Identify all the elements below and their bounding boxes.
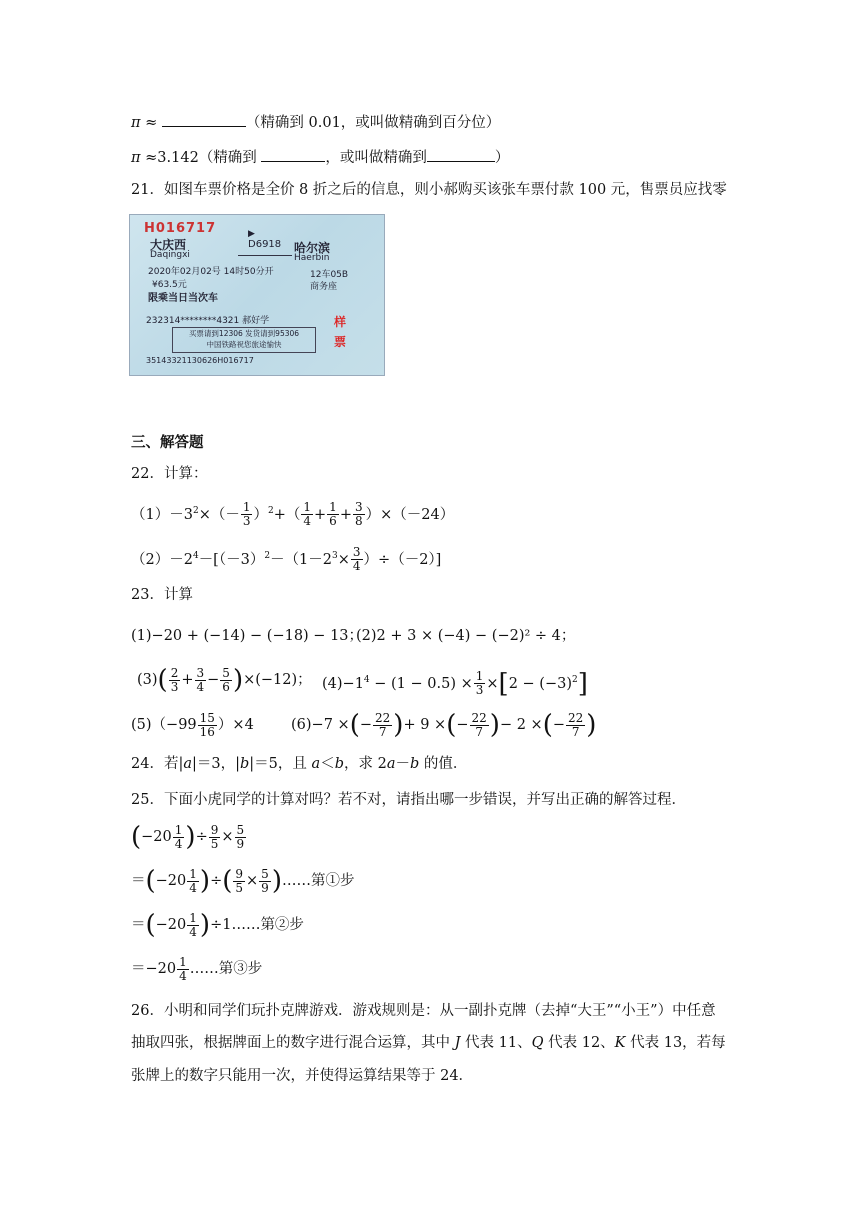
q24-a: 24．若| [131,756,184,772]
ticket-to-cn: 哈尔滨 [294,241,331,255]
q26-l2-a: 抽取四张，根据牌面上的数字进行混合运算，其中 [131,1035,455,1051]
ticket-seat: 12车05B [310,270,349,280]
ticket-class: 商务座 [310,282,338,292]
plus-sign: + [314,506,327,523]
paren-close: ) [489,710,500,740]
fraction: $\frac{22}{7}$ [471,710,487,739]
ticket-sample-2: 票 [334,335,347,349]
fraction: $\frac{1}{4}$ [189,910,197,939]
question-23-expr-1: (1)−20 + (−14) − (−18) − 13； [131,628,364,644]
question-23-expr-4 [322,666,588,698]
fraction: $\frac{22}{7}$ [568,710,584,739]
q24-b: |＝3，| [192,756,240,772]
pi-line-1-text: （精确到 0.01，或叫做精确到百分位） [245,115,501,131]
step-2-label: ……第②步 [231,917,304,933]
fraction: $\frac{15}{16}$ [199,710,215,739]
paren-close: ) [185,822,196,852]
fraction: $\frac{1}{4}$ [174,822,183,851]
question-24 [131,754,467,774]
minus-sign: − [359,717,372,733]
q25-step2-mid: ÷1 [210,917,232,933]
question-26-line-1: 26．小明和同学们玩扑克牌游戏．游戏规则是：从一副扑克牌（去掉“大王”“小王”）中任意 [131,1003,716,1019]
q25-mixed-whole: −20 [155,917,187,933]
fraction: $\frac{9}{5}$ [235,866,244,895]
q23-e4-a: (4)−1 [322,675,364,692]
q25-step-1 [131,866,354,896]
fraction: $\frac{1}{3}$ [475,669,484,698]
paren-open: ( [145,910,156,940]
q24-g: 的值． [419,756,468,772]
answer-blank[interactable] [261,147,325,162]
divide-sign: ÷ [210,873,223,889]
q22-p2-exp2: 2 [264,551,271,561]
q25-step-0 [131,822,247,852]
q22-p2-exp3: 3 [332,551,338,561]
q22-p2-d: × [337,551,350,568]
pi-symbol: π [131,115,141,131]
question-23-expr-5 [131,709,254,741]
pi-line-2-text-c: ） [494,150,510,166]
q25-mixed-whole: −20 [155,873,187,889]
times-sign: × [246,873,259,889]
q22-p2-b: －[（－3） [198,551,265,568]
paren-open: ( [446,710,457,740]
paren-close: ) [232,665,244,695]
fraction: $\frac{5}{9}$ [236,822,245,851]
ticket-notice-box [172,327,316,353]
question-21: 21．如图车票价格是全价 8 折之后的信息，则小郝购买该张车票付款 100 元，售票员应找零 [131,182,727,198]
ticket-notice-2: 中国铁路祝您旅途愉快 [206,340,282,349]
paren-open: ( [145,866,156,896]
bracket-close: ] [577,668,588,699]
question-23-expr-3 [137,666,312,694]
ticket-sample-1: 样 [334,315,347,329]
ticket-price: ¥63.5元 [152,280,187,290]
q22-p1-c: ） [253,506,268,523]
card-k: K [614,1035,626,1051]
fraction: $\frac{1}{4}$ [179,954,187,983]
ticket-code: 35143321130626H016717 [146,356,254,365]
var-b: b [240,756,250,772]
bracket-open: [ [498,668,509,699]
pi-line-2-text-b: ，或叫做精确到 [325,150,427,166]
fraction: $\frac{3}{4}$ [196,665,205,694]
q22-p1-g: ）×（－24） [365,506,455,523]
question-26-line-2 [131,1033,726,1053]
divide-sign: ÷ [195,829,208,845]
q23-e3-b: ×(−12)； [243,672,312,688]
question-22-part-2 [131,542,441,574]
q23-e5-b: ）×4 [217,717,254,733]
q24-e: ，求 2 [343,756,387,772]
q23-e6-a: (6)−7 × [291,717,350,733]
q26-l2-b: 代表 11、 [460,1035,532,1051]
paren-close: ) [199,910,211,940]
ticket-train: D6918 [248,239,282,250]
paren-close: ) [199,866,211,896]
pi-line-2 [131,147,509,168]
q23-e3-a: (3) [137,672,158,688]
q23-e4-c: × [486,675,499,692]
paren-close: ) [271,866,282,896]
step-3-label: ……第③步 [189,961,263,977]
q25-step-2 [131,910,304,940]
q22-p2-c: －（1－2 [270,551,333,568]
fraction: $\frac{3}{4}$ [352,545,361,574]
var-a: a [183,756,192,772]
q23-e6-b: + 9 × [403,717,447,733]
fraction: $\frac{22}{7}$ [375,710,391,739]
section-title: 三、解答题 [131,435,204,451]
q22-p1-exp: 2 [192,506,199,516]
ticket-limit: 限乘当日当次车 [148,293,218,304]
pi-symbol: π [131,150,141,166]
fraction: $\frac{5}{9}$ [261,866,269,895]
paren-open: ( [131,822,142,852]
q25-mixed-whole: −20 [141,829,172,845]
arrow-icon: ▶ [248,229,255,239]
q25-step-3 [131,954,262,984]
question-25-title: 25．下面小虎同学的计算对吗？若不对，请指出哪一步错误，并写出正确的解答过程． [131,792,686,808]
approx-sign: ≈ [145,150,158,166]
train-ticket-image [129,214,385,376]
ticket-datetime: 2020年02月02号 14时50分开 [148,267,274,277]
ticket-route-line [238,255,292,256]
paren-open: ( [222,866,233,896]
ticket-to-py: Haerbin [294,253,330,263]
step-1-label: ……第①步 [281,873,355,889]
fraction: $\frac{9}{5}$ [210,822,219,851]
ticket-from-py: Daqingxi [150,250,190,260]
ticket-serial: H016717 [144,221,217,236]
paren-close: ) [393,710,404,740]
ticket-id: 232314********4321 郝好学 [146,316,270,326]
q23-e4-d: 2 − (−3) [508,675,572,692]
q23-e4-exp: 4 [363,675,370,685]
q22-p1-exp2: 2 [267,506,274,516]
var-b: b [334,756,344,772]
paren-open: ( [157,665,168,695]
q23-e6-c: − 2 × [499,717,543,733]
pi-line-1 [131,112,500,133]
question-23-title: 23．计算 [131,587,193,603]
ticket-notice-1: 买票请到12306 发货请到95306 [188,329,300,338]
var-a: a [311,756,321,772]
fraction: $\frac{1}{3}$ [242,500,251,529]
question-22-title: 22．计算： [131,466,208,482]
q23-e5-a: (5)（−99 [131,717,197,733]
equals-sign: ＝ [131,917,146,933]
card-q: Q [531,1035,544,1051]
plus-sign: + [181,672,194,688]
fraction: $\frac{1}{4}$ [303,500,312,529]
minus-sign: − [552,717,565,733]
q22-p2-a: （2）－2 [131,551,193,568]
var-a: a [386,756,396,772]
q23-e4-b: − (1 − 0.5) × [369,675,473,692]
question-23-expr-6 [291,709,596,741]
fraction: $\frac{1}{6}$ [329,500,337,529]
fraction: $\frac{1}{4}$ [189,866,197,895]
fraction: $\frac{5}{6}$ [222,665,230,694]
q24-d: ＜ [320,756,335,772]
minus-sign: − [456,717,469,733]
answer-blank[interactable] [427,147,495,162]
question-23-expr-2: (2)2 + 3 × (−4) − (−2)² ÷ 4； [356,628,576,644]
fraction: $\frac{2}{3}$ [170,665,179,694]
fraction: $\frac{3}{8}$ [354,500,363,529]
paren-open: ( [542,710,553,740]
pi-value: 3.142 [157,150,199,166]
q23-e4-exp2: 2 [572,675,578,685]
paren-close: ) [586,710,597,740]
equals-sign: ＝ [131,873,146,889]
times-sign: × [221,829,234,845]
q22-p1-d: +（ [273,506,301,523]
card-j: J [454,1035,461,1051]
approx-sign: ≈ [145,115,158,131]
q22-p2-exp: 4 [192,551,199,561]
q24-f: － [395,756,410,772]
question-22-part-1 [131,497,454,529]
paren-open: ( [349,710,360,740]
q26-l2-d: 代表 13，若每 [625,1035,726,1051]
var-b: b [409,756,420,772]
answer-blank[interactable] [162,112,246,127]
q24-c: |＝5，且 [249,756,312,772]
q22-p2-e: ）÷（－2）] [363,551,442,568]
q22-p1-b: ×（－ [198,506,240,523]
question-26-line-3: 张牌上的数字只能用一次，并使得运算结果等于 24． [131,1068,474,1084]
q25-step3-a: ＝−20 [131,961,177,977]
q22-p1-a: （1）－3 [131,506,193,523]
plus-sign: + [339,506,352,523]
q26-l2-c: 代表 12、 [543,1035,615,1051]
minus-sign: − [207,672,220,688]
ticket-from-cn: 大庆西 [150,238,187,252]
pi-line-2-text-a: （精确到 [198,150,262,166]
